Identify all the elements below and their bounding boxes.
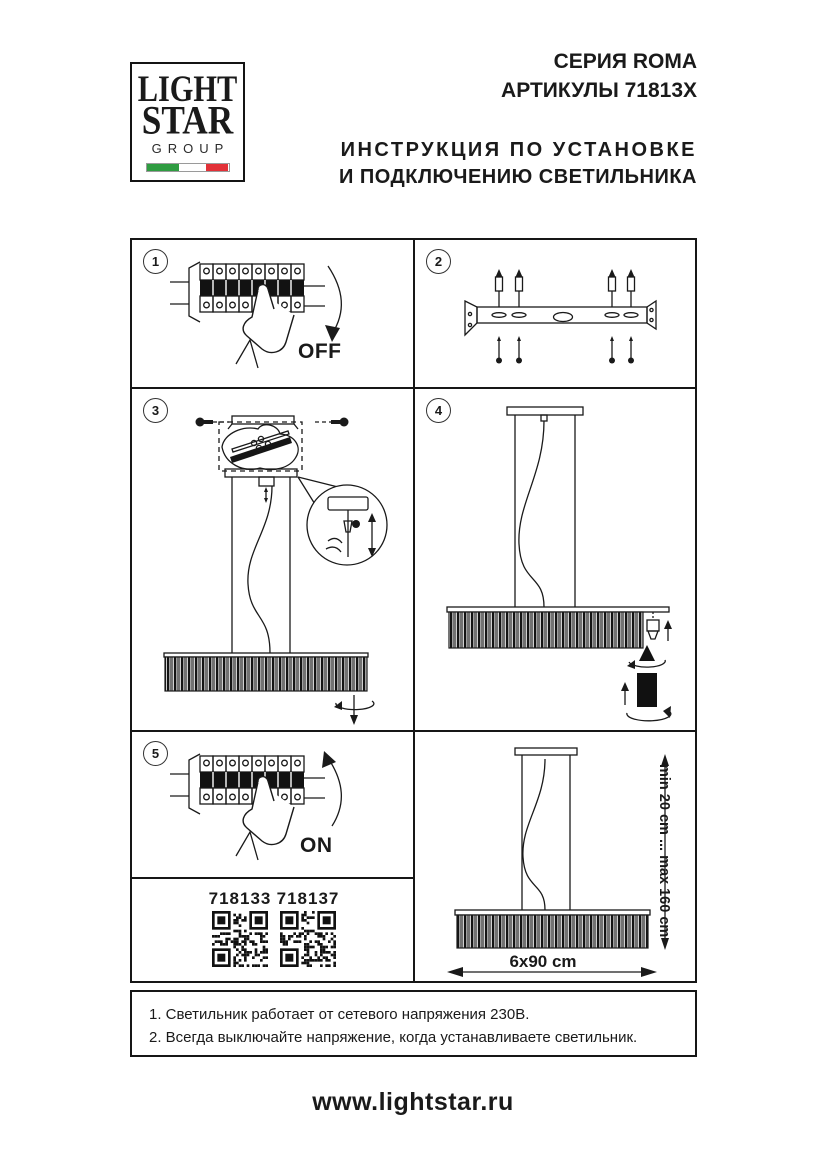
dimensions-panel xyxy=(415,732,699,985)
series-title: СЕРИЯ ROMA xyxy=(553,50,697,73)
doc-title-line2: И ПОДКЛЮЧЕНИЮ СВЕТИЛЬНИКА xyxy=(338,166,697,188)
qr-code xyxy=(280,911,336,967)
step2-number: 2 xyxy=(426,249,451,274)
step3-panel xyxy=(132,389,413,730)
note-line-2: 2. Всегда выключайте напряжение, когда устанавливаете светильник. xyxy=(149,1029,638,1046)
qr-code xyxy=(212,911,268,967)
website-url: www.lightstar.ru xyxy=(312,1088,514,1116)
logo-word-light: LIGHT xyxy=(137,67,238,110)
qr-panel xyxy=(132,879,413,983)
step4-number: 4 xyxy=(426,398,451,423)
step5-panel xyxy=(132,732,413,877)
step1-panel xyxy=(132,240,413,387)
breaker-off-diagram xyxy=(132,240,413,387)
step5-number: 5 xyxy=(143,741,168,766)
step4-panel xyxy=(415,389,699,730)
instruction-grid xyxy=(130,238,697,983)
note-line-1: 1. Светильник работает от сетевого напряжения 230В. xyxy=(149,1006,530,1023)
width-label: 6x90 cm xyxy=(509,952,577,971)
anchor-plugs xyxy=(496,269,635,307)
height-range-label: min 20 cm ... max 160 cm xyxy=(656,764,672,938)
qr-right-label: 718137 xyxy=(276,889,340,908)
italian-flag-bar xyxy=(146,163,230,172)
step2-panel xyxy=(415,240,699,387)
on-label: ON xyxy=(300,834,333,857)
doc-title-line1: ИНСТРУКЦИЯ ПО УСТАНОВКЕ xyxy=(340,139,697,161)
mounting-screws xyxy=(496,336,634,364)
step3-number: 3 xyxy=(143,398,168,423)
ceiling-mount-diagram xyxy=(132,389,413,730)
hanging-lamp-diagram xyxy=(415,389,699,730)
articles-title: АРТИКУЛЫ 71813X xyxy=(501,79,697,102)
bracket-diagram xyxy=(415,240,699,387)
logo-word-group: GROUP xyxy=(151,141,230,156)
breaker-on-diagram xyxy=(132,732,413,877)
logo-word-star: STAR xyxy=(141,97,234,143)
arrow-down-icon xyxy=(328,266,341,334)
flag-green xyxy=(147,164,180,171)
notes-box xyxy=(130,990,697,1057)
qr-left-label: 718133 xyxy=(208,889,272,908)
flag-white xyxy=(179,164,206,171)
cylinder-shade xyxy=(637,673,657,707)
lightstar-logo xyxy=(130,62,245,182)
step1-number: 1 xyxy=(143,249,168,274)
flag-red xyxy=(206,164,228,171)
arrow-up-icon xyxy=(328,758,341,826)
off-label: OFF xyxy=(298,340,342,363)
